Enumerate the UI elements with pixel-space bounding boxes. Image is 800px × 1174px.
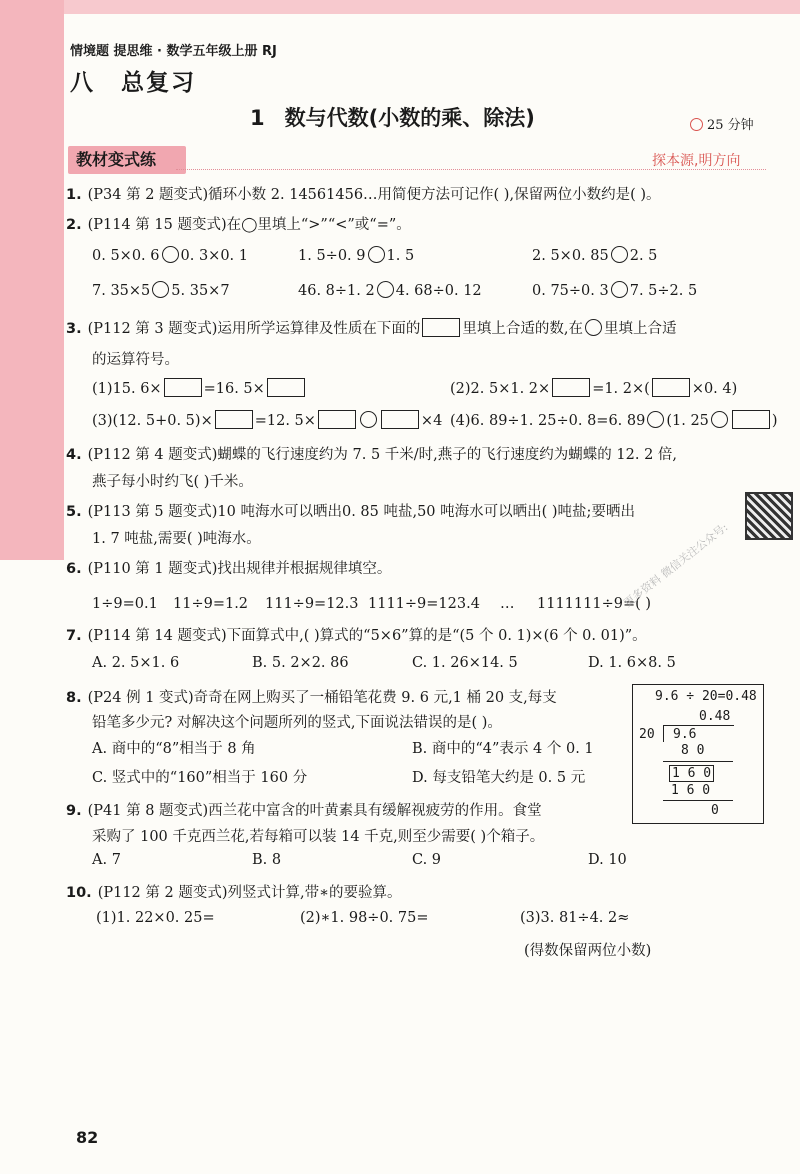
option-c[interactable]: C. 竖式中的“160”相当于 160 分 — [92, 770, 308, 786]
expr-right: 1. 5 — [386, 248, 415, 264]
calc-item-1: (1)1. 22×0. 25= — [96, 910, 215, 926]
answer-circle[interactable] — [611, 281, 628, 298]
series-title: 情境题 提思维 · 数学五年级上册 RJ — [70, 44, 277, 59]
expr: =16. 5× — [203, 381, 265, 397]
option-c[interactable]: C. 1. 26×14. 5 — [412, 655, 518, 671]
expr: (2)2. 5×1. 2× — [450, 381, 551, 397]
chapter-number: 八 — [70, 70, 95, 96]
option-a[interactable]: A. 2. 5×1. 6 — [92, 655, 180, 671]
question-5 — [66, 500, 635, 521]
lesson-heading — [250, 102, 535, 132]
division-step: 1 6 0 — [669, 765, 714, 782]
expr: ×0. 4) — [691, 381, 738, 397]
answer-box[interactable] — [652, 378, 690, 397]
expr: (1. 25 — [666, 413, 709, 429]
side-tab — [0, 0, 64, 560]
calc-item-2: (2)∗1. 98÷0. 75= — [300, 910, 429, 926]
answer-box[interactable] — [164, 378, 202, 397]
question-text-cont: 燕子每小时约飞( )千米。 — [92, 474, 253, 490]
pattern-answer: 1111111÷9=( ) — [537, 596, 652, 612]
question-9 — [66, 799, 542, 820]
answer-circle[interactable] — [611, 246, 628, 263]
compare-item — [532, 281, 697, 299]
expr-left: 0. 75÷0. 3 — [532, 283, 609, 299]
answer-circle[interactable] — [152, 281, 169, 298]
question-text: (P41 第 8 题变式)西兰花中富含的叶黄素具有缓解视疲劳的作用。食堂 — [87, 803, 542, 819]
question-2 — [66, 213, 411, 234]
question-8 — [66, 686, 557, 707]
division-equation: 9.6 ÷ 20=0.48 — [655, 689, 757, 704]
expr-left: 46. 8÷1. 2 — [298, 283, 375, 299]
division-line — [663, 761, 733, 762]
sub-item-1 — [92, 378, 307, 397]
answer-circle[interactable] — [647, 411, 664, 428]
question-text: (P113 第 5 题变式)10 吨海水可以晒出0. 85 吨盐,50 吨海水可以晒出( )吨盐;要晒出 — [87, 504, 635, 520]
question-number: 6. — [66, 561, 82, 577]
expr-left: 0. 5×0. 6 — [92, 248, 160, 264]
expr-right: 4. 68÷0. 12 — [395, 283, 482, 299]
circle-symbol — [585, 319, 602, 336]
question-text: 里填上合适 — [604, 321, 677, 337]
question-text-cont: 1. 7 吨盐,需要( )吨海水。 — [92, 531, 261, 547]
division-dividend: 9.6 — [673, 727, 697, 742]
answer-circle[interactable] — [368, 246, 385, 263]
answer-box[interactable] — [732, 410, 770, 429]
option-d[interactable]: D. 每支铅笔大约是 0. 5 元 — [412, 770, 586, 786]
question-text-cont: 采购了 100 千克西兰花,若每箱可以装 14 千克,则至少需要( )个箱子。 — [92, 829, 545, 845]
question-number: 5. — [66, 504, 82, 520]
lesson-number: 1 — [250, 106, 265, 130]
question-text-cont: 的运算符号。 — [92, 352, 179, 368]
question-7 — [66, 624, 647, 645]
watermark-stamp: 更多资料 微信关注公众号: — [621, 520, 731, 610]
answer-box[interactable] — [267, 378, 305, 397]
chapter-title: 总复习 — [121, 70, 196, 96]
option-d[interactable]: D. 1. 6×8. 5 — [588, 655, 676, 671]
compare-item — [532, 246, 657, 264]
expr: (3)(12. 5+0. 5)× — [92, 413, 213, 429]
question-number: 10. — [66, 885, 92, 901]
time-text: 25 分钟 — [707, 118, 754, 133]
question-number: 2. — [66, 217, 82, 233]
division-step: 1 6 0 — [671, 783, 711, 798]
section-tagline: 探本源,明方向 — [652, 153, 741, 169]
question-number: 8. — [66, 690, 82, 706]
option-d[interactable]: D. 10 — [588, 852, 627, 868]
question-number: 3. — [66, 321, 82, 337]
compare-item — [298, 281, 482, 299]
expr: ) — [771, 413, 778, 429]
question-text: (P24 例 1 变式)奇奇在网上购买了一桶铅笔花费 9. 6 元,1 桶 20 支,每支 — [87, 690, 557, 706]
option-a[interactable]: A. 商中的“8”相当于 8 角 — [92, 741, 256, 757]
sub-item-3 — [92, 410, 442, 429]
compare-item — [92, 281, 230, 299]
question-1 — [66, 183, 661, 204]
pattern-expr: 1111÷9=123.4 — [368, 596, 480, 612]
answer-circle[interactable] — [377, 281, 394, 298]
chapter-heading — [70, 64, 196, 97]
question-text: (P114 第 14 题变式)下面算式中,( )算式的“5×6”算的是“(5 个 0. 1)×(6 个 0. 01)”。 — [87, 628, 647, 644]
sub-item-2 — [450, 378, 737, 397]
expr-left: 7. 35×5 — [92, 283, 151, 299]
long-division-figure — [632, 684, 764, 824]
question-text: (P34 第 2 题变式)循环小数 2. 14561456…用简便方法可记作( ),保留两位小数约是( )。 — [87, 187, 661, 203]
answer-circle[interactable] — [711, 411, 728, 428]
question-3 — [66, 317, 677, 338]
top-strip — [0, 0, 800, 14]
sub-item-4 — [450, 410, 778, 429]
pattern-expr: 11÷9=1.2 — [173, 596, 249, 612]
answer-circle[interactable] — [162, 246, 179, 263]
pattern-ellipsis: … — [500, 596, 515, 612]
question-number: 4. — [66, 447, 82, 463]
question-4 — [66, 443, 677, 464]
answer-box[interactable] — [552, 378, 590, 397]
compare-item — [298, 246, 414, 264]
question-number: 7. — [66, 628, 82, 644]
question-text-cont: 铅笔多少元? 对解决这个问题所列的竖式,下面说法错误的是( )。 — [92, 715, 502, 731]
question-text: (P112 第 4 题变式)蝴蝶的飞行速度约为 7. 5 千米/时,燕子的飞行速度约为蝴蝶的 12. 2 倍, — [87, 447, 678, 463]
option-c[interactable]: C. 9 — [412, 852, 442, 868]
answer-circle[interactable] — [360, 411, 377, 428]
expr-right: 2. 5 — [629, 248, 658, 264]
question-6 — [66, 557, 391, 578]
question-text: 里填上合适的数,在 — [462, 321, 584, 337]
qr-code — [745, 492, 793, 540]
question-number: 1. — [66, 187, 82, 203]
option-b[interactable]: B. 5. 2×2. 86 — [252, 655, 349, 671]
expr: (1)15. 6× — [92, 381, 162, 397]
question-text: (P110 第 1 题变式)找出规律并根据规律填空。 — [87, 561, 392, 577]
question-text: (P112 第 2 题变式)列竖式计算,带∗的要验算。 — [97, 885, 402, 901]
compare-item — [92, 246, 248, 264]
expr: (4)6. 89÷1. 25÷0. 8=6. 89 — [450, 413, 646, 429]
division-line — [663, 800, 733, 801]
pattern-expr: 1÷9=0.1 — [92, 596, 158, 612]
expr: =12. 5× — [254, 413, 316, 429]
division-step: 8 0 — [681, 743, 705, 758]
question-number: 9. — [66, 803, 82, 819]
question-10 — [66, 881, 401, 902]
expr: =1. 2×( — [592, 381, 650, 397]
pattern-expr: 111÷9=12.3 — [265, 596, 359, 612]
section-banner: 教材变式练 — [68, 146, 186, 174]
answer-box[interactable] — [318, 410, 356, 429]
clock-icon — [690, 118, 703, 131]
lesson-title: 数与代数(小数的乘、除法) — [284, 106, 535, 130]
page-number: 82 — [76, 1128, 99, 1147]
expr-left: 1. 5÷0. 9 — [298, 248, 366, 264]
expr-right: 5. 35×7 — [171, 283, 230, 299]
answer-box[interactable] — [215, 410, 253, 429]
expr-right: 7. 5÷2. 5 — [629, 283, 698, 299]
division-quotient: 0.48 — [699, 709, 731, 724]
division-remainder: 0 — [711, 803, 719, 818]
time-limit — [690, 114, 754, 133]
expr-right: 0. 3×0. 1 — [180, 248, 248, 264]
option-a[interactable]: A. 7 — [92, 852, 121, 868]
option-b[interactable]: B. 8 — [252, 852, 282, 868]
expr-left: 2. 5×0. 85 — [532, 248, 609, 264]
box-symbol — [422, 318, 460, 337]
question-text: (P112 第 3 题变式)运用所学运算律及性质在下面的 — [87, 321, 421, 337]
expr: ×4 — [420, 413, 443, 429]
option-b[interactable]: B. 商中的“4”表示 4 个 0. 1 — [412, 741, 594, 757]
question-text: (P114 第 15 题变式)在◯里填上“>”“<”或“=”。 — [87, 217, 411, 233]
division-divisor: 20 — [639, 727, 655, 742]
calc-item-3: (3)3. 81÷4. 2≈ — [520, 910, 630, 926]
calc-note: (得数保留两位小数) — [524, 943, 652, 959]
answer-box[interactable] — [381, 410, 419, 429]
